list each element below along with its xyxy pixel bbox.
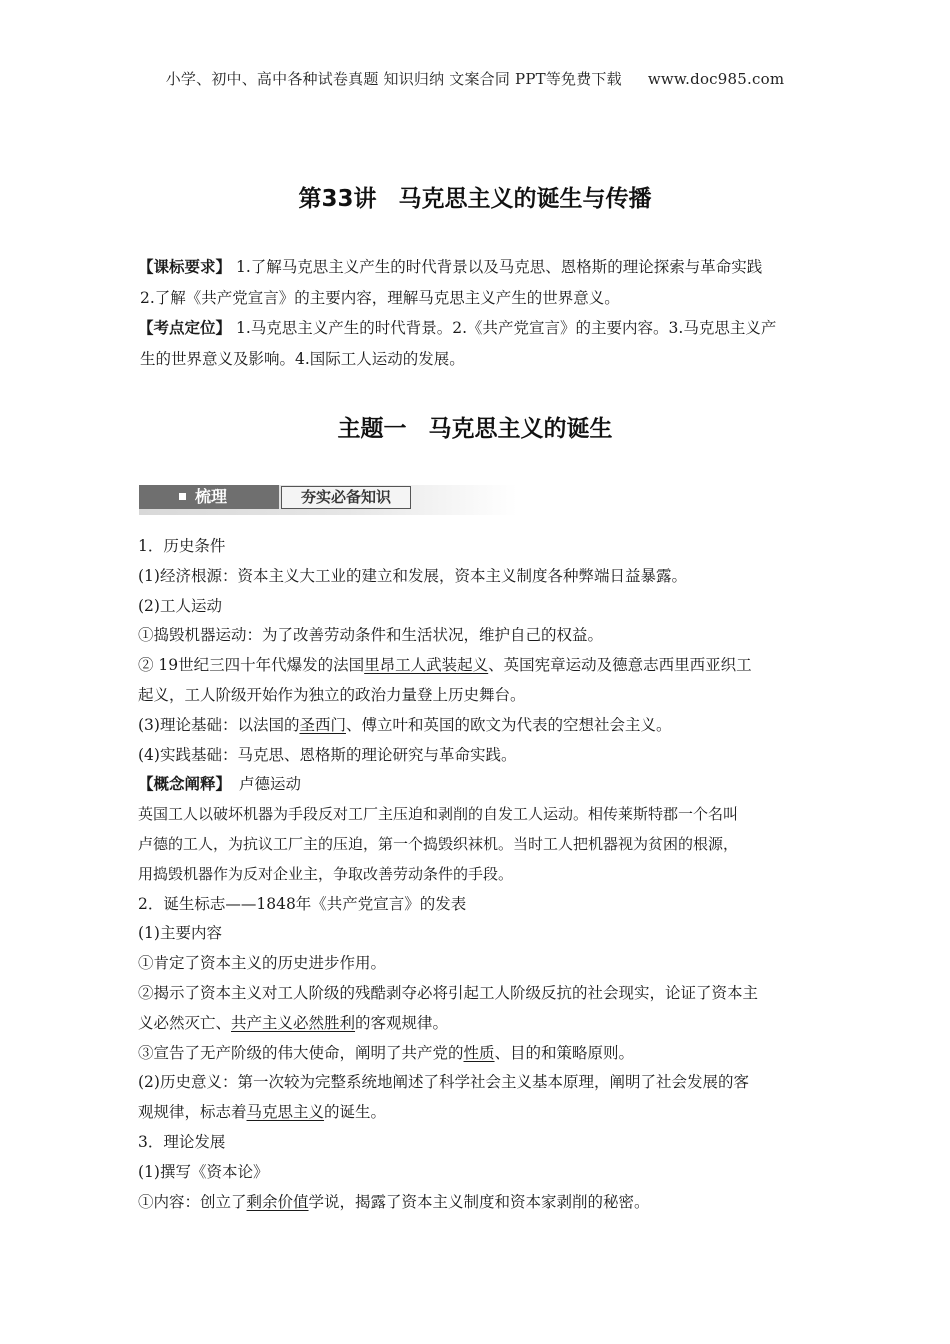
concept-header — [138, 770, 818, 800]
concept-label: 【概念阐释】 — [138, 775, 232, 794]
requirements-line2: 2.了解《共产党宣言》的主要内容，理解马克思主义产生的世界意义。 — [140, 289, 620, 307]
paragraph: ②揭示了资本主义对工人阶级的残酷剥夺必将引起工人阶级反抗的社会现实，论证了资本主 — [138, 983, 759, 1002]
paragraph: 起义，工人阶级开始作为独立的政治力量登上历史舞台。 — [138, 685, 526, 704]
paragraph: (1)主要内容 — [138, 924, 222, 943]
underlined-term: 圣西门 — [299, 715, 346, 734]
concept-title: 卢德运动 — [239, 775, 302, 794]
positioning-block — [138, 313, 814, 375]
lecture-number: 第33讲 — [298, 186, 377, 212]
positioning-label: 【考点定位】 — [138, 319, 232, 337]
header-site: www.doc985.com — [647, 70, 785, 88]
paragraph: ③宣告了无产阶级的伟大使命，阐明了共产党的性质、目的和策略原则。 — [138, 1043, 635, 1062]
paragraph: (3)理论基础：以法国的圣西门、傅立叶和英国的欧文为代表的空想社会主义。 — [138, 715, 672, 734]
requirements-block — [138, 252, 814, 314]
positioning-line1: 1.马克思主义产生的时代背景。2.《共产党宣言》的主要内容。3.马克思主义产 — [235, 319, 777, 337]
paragraph: ①捣毁机器运动：为了改善劳动条件和生活状况，维护自己的权益。 — [138, 626, 604, 645]
positioning-line2: 生的世界意义及影响。4.国际工人运动的发展。 — [140, 350, 465, 368]
paragraph: (2)历史意义：第一次较为完整系统地阐述了科学社会主义基本原理，阐明了社会发展的客 — [138, 1073, 749, 1092]
paragraph: (4)实践基础：马克思、恩格斯的理论研究与革命实践。 — [138, 745, 517, 764]
lecture-name: 马克思主义的诞生与传播 — [398, 186, 652, 212]
section-2-title: 2．诞生标志——1848年《共产党宣言》的发表 — [138, 894, 467, 913]
square-bullet-icon — [179, 493, 186, 500]
concept-text: 用捣毁机器作为反对企业主，争取改善劳动条件的手段。 — [138, 864, 514, 883]
theme-number: 主题一 — [337, 416, 407, 442]
requirements-label: 【课标要求】 — [138, 258, 232, 276]
header-text: 小学、初中、高中各种试卷真题 知识归纳 文案合同 PPT等免费下载 — [165, 70, 622, 88]
paragraph: 观规律，标志着马克思主义的诞生。 — [138, 1103, 387, 1122]
requirements-line1: 1.了解马克思主义产生的时代背景以及马克思、恩格斯的理论探索与革命实践 — [235, 258, 763, 276]
lecture-title — [0, 180, 950, 213]
underlined-term: 马克思主义 — [246, 1103, 325, 1122]
underlined-term: 共产主义必然胜利 — [231, 1013, 356, 1032]
paragraph: (1)经济根源：资本主义大工业的建立和发展，资本主义制度各种弊端日益暴露。 — [138, 566, 687, 585]
concept-text: 卢德的工人，为抗议工厂主的压迫，第一个捣毁织袜机。当时工人把机器视为贫困的根源， — [138, 834, 739, 853]
banner-tag: 梳理 — [139, 485, 279, 509]
paragraph: ①肯定了资本主义的历史进步作用。 — [138, 954, 387, 973]
paragraph: ② 19世纪三四十年代爆发的法国里昂工人武装起义、英国宪章运动及德意志西里西亚织工 — [138, 656, 752, 675]
section-1-title: 1．历史条件 — [138, 537, 226, 555]
page-header — [0, 68, 950, 89]
theme-title — [0, 410, 950, 443]
paragraph: (2)工人运动 — [138, 596, 222, 615]
banner-subtitle: 夯实必备知识 — [281, 486, 411, 509]
paragraph: 义必然灭亡、共产主义必然胜利的客观规律。 — [138, 1013, 449, 1032]
underlined-term: 性质 — [463, 1043, 495, 1062]
concept-text: 英国工人以破坏机器为手段反对工厂主压迫和剥削的自发工人运动。相传莱斯特郡一个名叫 — [138, 805, 739, 824]
underlined-term: 剩余价值 — [246, 1192, 309, 1211]
underlined-term: 里昂工人武装起义 — [364, 656, 489, 675]
section-banner — [139, 485, 517, 515]
section-3-title: 3．理论发展 — [138, 1132, 226, 1151]
theme-name: 马克思主义的诞生 — [428, 416, 613, 442]
paragraph: (1)撰写《资本论》 — [138, 1162, 269, 1181]
paragraph: ①内容：创立了剩余价值学说，揭露了资本主义制度和资本家剥削的秘密。 — [138, 1192, 650, 1211]
content-body — [138, 532, 818, 1217]
